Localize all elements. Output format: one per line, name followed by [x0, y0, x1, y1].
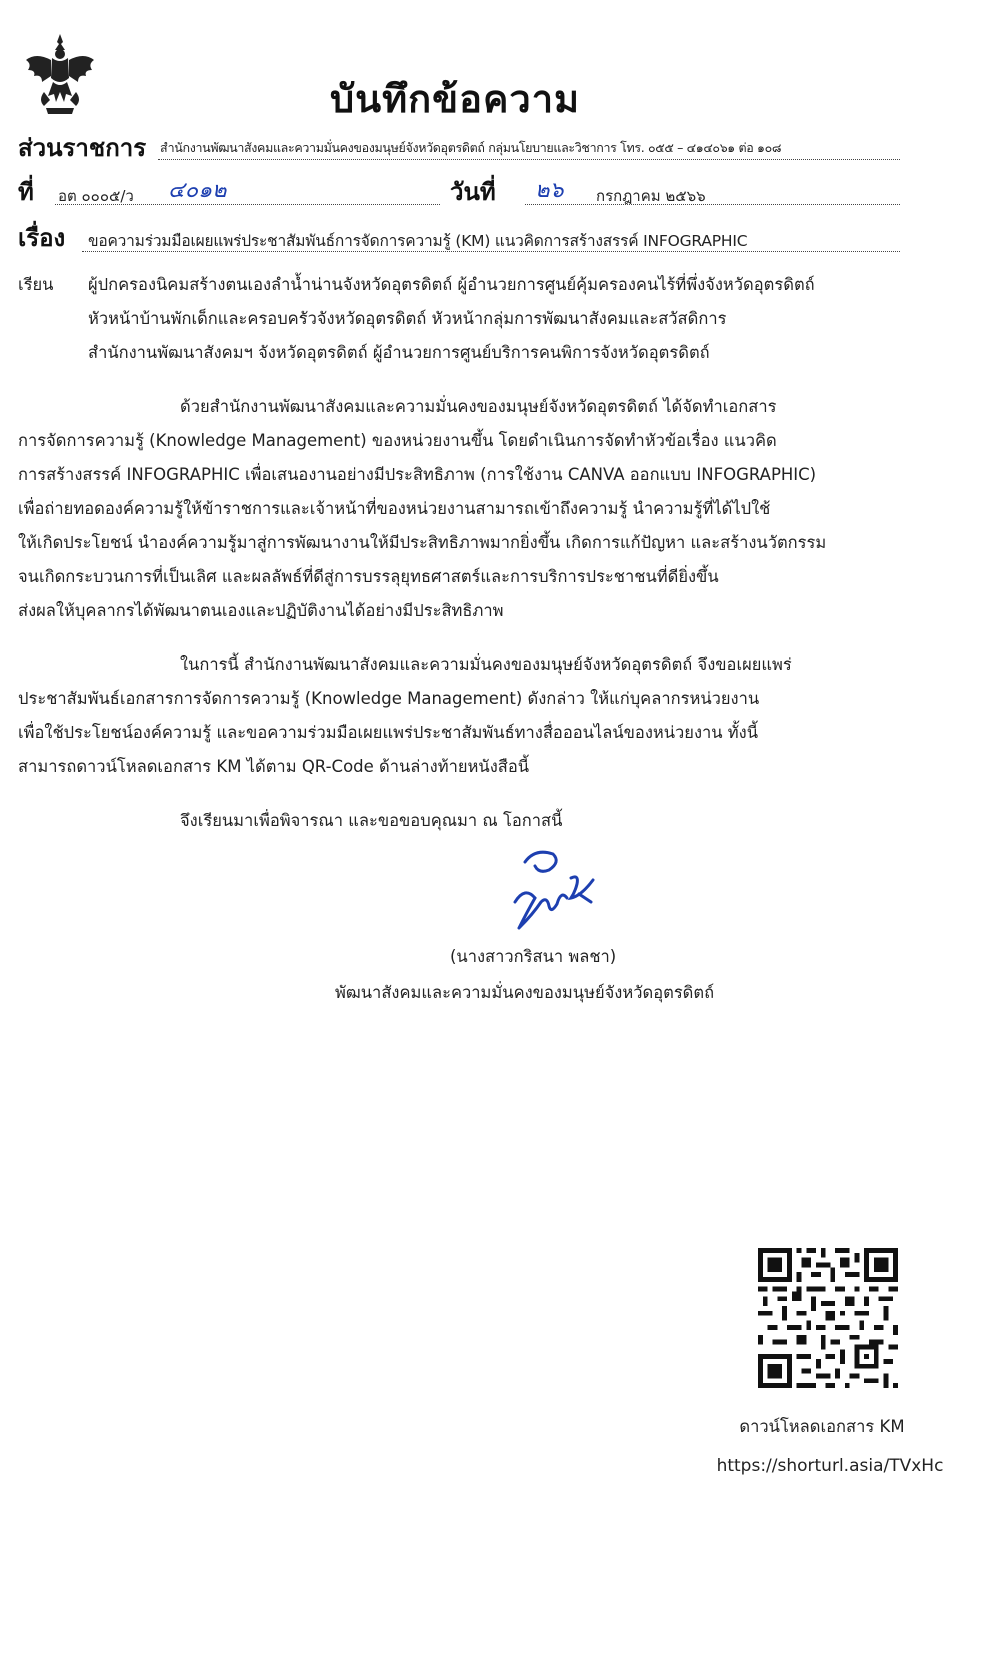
subject-label: เรื่อง: [18, 224, 66, 252]
doc-number-value: อต ๐๐๐๕/ว: [58, 187, 134, 205]
agency-label: ส่วนราชการ: [18, 134, 147, 162]
para1-line: ให้เกิดประโยชน์ นำองค์ความรู้มาสู่การพัฒนางานให้มีประสิทธิภาพมากยิ่งขึ้น เกิดการแก้ปัญหา และสร้างนวัตกรรม: [18, 533, 827, 552]
download-label: ดาวน์โหลดเอกสาร KM: [739, 1417, 905, 1436]
date-value: กรกฎาคม ๒๕๖๖: [596, 187, 706, 205]
subject-dotline: [82, 251, 900, 252]
to-line: สำนักงานพัฒนาสังคมฯ จังหวัดอุตรดิตถ์ ผู้อำนวยการศูนย์บริการคนพิการจังหวัดอุตรดิตถ์: [88, 343, 710, 362]
closing-line: จึงเรียนมาเพื่อพิจารณา และขอขอบคุณมา ณ โอกาสนี้: [180, 811, 563, 830]
garuda-emblem-icon: [22, 30, 98, 120]
to-label: เรียน: [18, 275, 54, 294]
signature-scribble-icon: [495, 840, 615, 940]
signer-name: (นางสาวกริสนา พลชา): [450, 947, 617, 966]
date-label: วันที่: [450, 178, 496, 206]
doc-number-label: ที่: [18, 178, 34, 206]
para1-line: เพื่อถ่ายทอดองค์ความรู้ให้ข้าราชการและเจ้าหน้าที่ของหน่วยงานสามารถเข้าถึงความรู้ นำความรู้ที่ได้ไปใช้: [18, 499, 771, 518]
to-line: หัวหน้าบ้านพักเด็กและครอบครัวจังหวัดอุตรดิตถ์ หัวหน้ากลุ่มการพัฒนาสังคมและสวัสดิการ: [88, 309, 727, 328]
to-line: ผู้ปกครองนิคมสร้างตนเองลำน้ำน่านจังหวัดอุตรดิตถ์ ผู้อำนวยการศูนย์คุ้มครองคนไร้ที่พึ่งจังหวัดอุตรดิตถ์: [88, 275, 815, 294]
para2-line: สามารถดาวน์โหลดเอกสาร KM ได้ตาม QR-Code ด้านล่างท้ายหนังสือนี้: [18, 757, 530, 776]
doc-number-handwritten: ๔๐๑๒: [168, 178, 227, 203]
para1-line: การจัดการความรู้ (Knowledge Management) ของหน่วยงานขึ้น โดยดำเนินการจัดทำหัวข้อเรื่อง แนวคิด: [18, 431, 777, 450]
agency-dotline: [158, 159, 900, 160]
para2-line: ในการนี้ สำนักงานพัฒนาสังคมและความมั่นคงของมนุษย์จังหวัดอุตรดิตถ์ จึงขอเผยแพร่: [180, 655, 792, 674]
para1-line: จนเกิดกระบวนการที่เป็นเลิศ และผลลัพธ์ที่ดีสู่การบรรลุยุทธศาสตร์และการบริการประชาชนที่ดียิ่งขึ้น: [18, 567, 719, 586]
para1-line: ด้วยสำนักงานพัฒนาสังคมและความมั่นคงของมนุษย์จังหวัดอุตรดิตถ์ ได้จัดทำเอกสาร: [180, 397, 777, 416]
para1-line: การสร้างสรรค์ INFOGRAPHIC เพื่อเสนองานอย่างมีประสิทธิภาพ (การใช้งาน CANVA ออกแบบ INFOGRAPHIC): [18, 465, 817, 484]
doc-number-dotline: [55, 204, 440, 205]
qr-code[interactable]: [758, 1248, 898, 1388]
date-handwritten: ๒๖: [535, 178, 564, 203]
para1-line: ส่งผลให้บุคลากรได้พัฒนาตนเองและปฏิบัติงานได้อย่างมีประสิทธิภาพ: [18, 601, 504, 620]
download-url-link[interactable]: https://shorturl.asia/TVxHc: [716, 1456, 944, 1476]
date-dotline: [525, 204, 900, 205]
para2-line: เพื่อใช้ประโยชน์องค์ความรู้ และขอความร่วมมือเผยแพร่ประชาสัมพันธ์ทางสื่อออนไลน์ของหน่วยงาน ทั้งนี้: [18, 723, 759, 742]
agency-value: สำนักงานพัฒนาสังคมและความมั่นคงของมนุษย์จังหวัดอุตรดิตถ์ กลุ่มนโยบายและวิชาการ โทร. ๐๕๕ – ๔๑๔๐๖๑ ต่อ ๑๐๘: [160, 140, 782, 155]
para2-line: ประชาสัมพันธ์เอกสารการจัดการความรู้ (Knowledge Management) ดังกล่าว ให้แก่บุคลากรหน่วยงาน: [18, 689, 760, 708]
subject-value: ขอความร่วมมือเผยแพร่ประชาสัมพันธ์การจัดการความรู้ (KM) แนวคิดการสร้างสรรค์ INFOGRAPHIC: [88, 232, 748, 250]
memo-title: บันทึกข้อความ: [330, 77, 581, 121]
signer-position: พัฒนาสังคมและความมั่นคงของมนุษย์จังหวัดอุตรดิตถ์: [335, 983, 715, 1002]
